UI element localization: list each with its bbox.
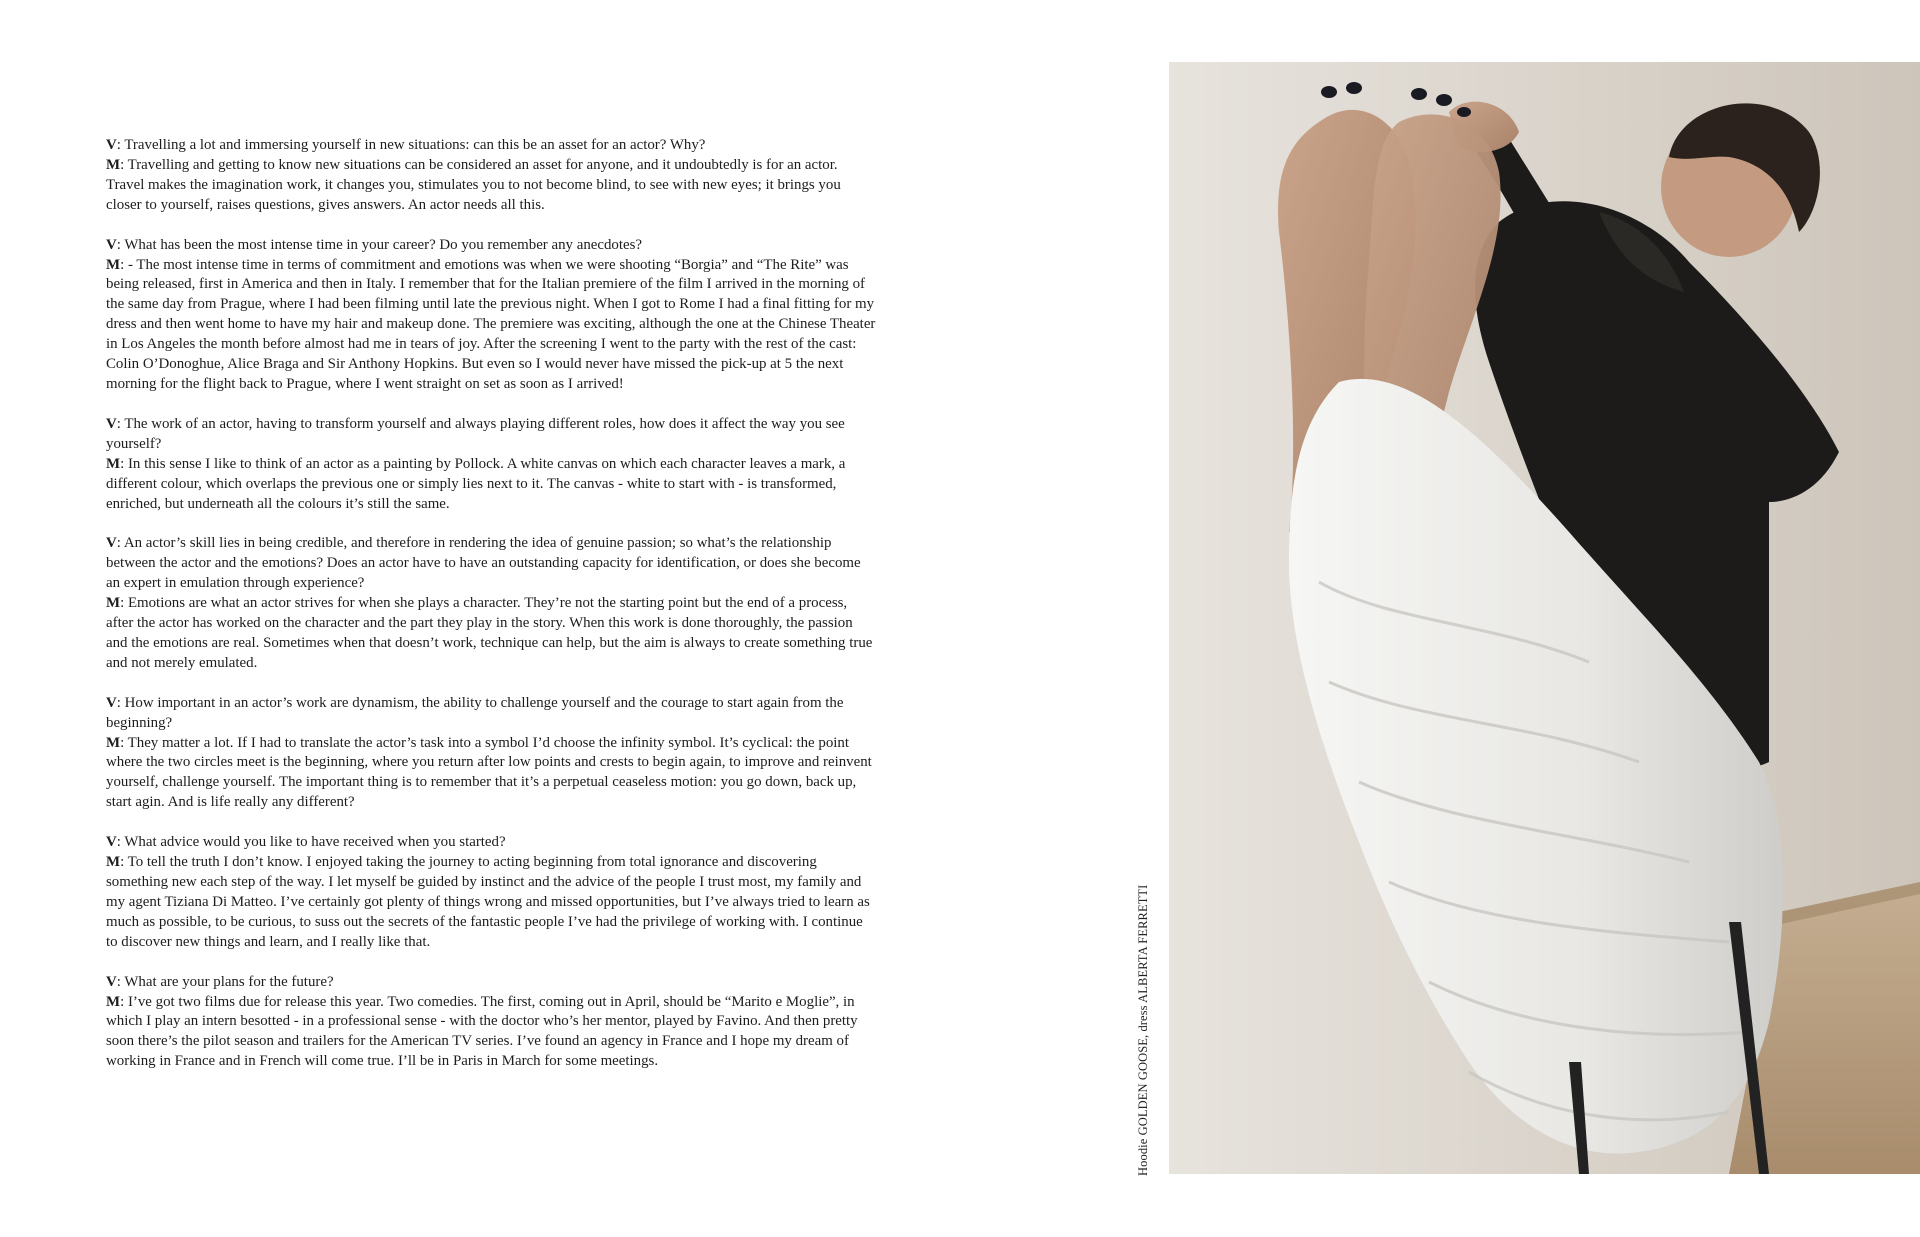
photo-illustration — [1169, 62, 1920, 1174]
interviewer-initial: V — [106, 137, 117, 153]
photo-credit-caption: Hoodie GOLDEN GOOSE, dress ALBERTA FERRETTI — [1136, 884, 1150, 1176]
interview-text-column — [106, 136, 876, 1092]
answer-text: I’ve got two films due for release this year. Two comedies. The first, coming out in April, should be “Marito e Moglie”, in which I play an intern besotted - in a professional sense - with the doctor who’s her mentor, played by Favino. And then pretty soon there’s the pilot season and trailers for the American TV series. I’ve found an agency in France and I hope my dream of working in France and in French will come true. I’ll be in Paris in March for some meetings. — [106, 993, 858, 1070]
interviewee-initial: M — [106, 455, 121, 472]
interviewee-initial: M — [106, 734, 121, 751]
qa-block — [106, 236, 876, 395]
question-text: The work of an actor, having to transform yourself and always playing different roles, how does it affect the way you see yourself? — [106, 415, 845, 452]
answer: M: Emotions are what an actor strives for when she plays a character. They’re not the starting point but the end of a process, after the actor has worked on the character and the part they play in the story. When this work is done thoroughly, the passion and the emotions are real. Sometimes when that doesn’t work, technique can help, but the aim is always to create something true and not merely emulated. — [106, 595, 873, 671]
qa-block — [106, 973, 876, 1073]
answer: M: In this sense I like to think of an actor as a painting by Pollock. A white canvas on which each character leaves a mark, a different colour, which overlaps the previous one or simply lies next to it. The canvas - white to start with - is transformed, enriched, but underneath all the colours it’s still the same. — [106, 455, 846, 512]
answer-text: To tell the truth I don’t know. I enjoyed taking the journey to acting beginning from total ignorance and discovering something new each step of the way. I let myself be guided by instinct and the advice of the people I trust most, my family and my agent Tiziana Di Matteo. I’ve certainly got plenty of things wrong and missed opportunities, but I’ve always tried to learn as much as possible, to be curious, to suss out the secrets of the fantastic people I’ve had the privilege of working with. I continue to discover new things and learn, and I really like that. — [106, 854, 870, 950]
interviewer-initial: V — [106, 415, 117, 432]
question-text: What advice would you like to have received when you started? — [124, 834, 506, 851]
answer-text: They matter a lot. If I had to translate the actor’s task into a symbol I’d choose the infinity symbol. It’s cyclical: the point where the two circles meet is the beginning, where you return after low points and crests to begin again, to improve and reinvent yourself, challenge yourself. The important thing is to remember that it’s a perpetual ceaseless motion: you go down, back up, start agin. And is life really any different? — [106, 734, 872, 811]
answer: M: Travelling and getting to know new situations can be considered an asset for anyone, and it undoubtedly is for an actor. Travel makes the imagination work, it changes you, stimulates you to not become blind, to see with new eyes; it brings you closer to yourself, raises questions, gives answers. An actor needs all this. — [106, 156, 841, 213]
interviewee-initial: M — [106, 854, 121, 871]
question-text: What are your plans for the future? — [124, 973, 334, 990]
question: V: The work of an actor, having to transform yourself and always playing different roles, how does it affect the way you see yourself? — [106, 415, 845, 452]
answer-text: In this sense I like to think of an actor as a painting by Pollock. A white canvas on which each character leaves a mark, a different colour, which overlaps the previous one or simply lies next to it. The canvas - white to start with - is transformed, enriched, but underneath all the colours it’s still the same. — [106, 455, 846, 512]
interviewee-initial: M — [106, 156, 121, 173]
interviewer-initial: V — [106, 694, 117, 711]
question-text: What has been the most intense time in your career? Do you remember any anecdotes? — [124, 236, 643, 253]
question-text: Travelling a lot and immersing yourself in new situations: can this be an asset for an actor? Why? — [124, 137, 706, 153]
qa-block — [106, 833, 876, 952]
answer: M: - The most intense time in terms of commitment and emotions was when we were shooting “Borgia” and “The Rite” was being released, first in America and then in Italy. I remember that for the Italian premiere of the film I arrived in the morning of the same day from Prague, where I had been filming until late the previous night. When I got to Rome I had a final fitting for my dress and then went home to have my hair and makeup done. The premiere was exciting, although the one at the Chinese Theater in Los Angeles the month before almost had me in tears of joy. After the screening I went to the party with the rest of the cast: Colin O’Donoghue, Alice Braga and Sir Anthony Hopkins. But even so I would never have missed the pick-up at 5 the next morning for the flight back to Prague, where I went straight on set as soon as I arrived! — [106, 256, 876, 392]
answer: M: They matter a lot. If I had to translate the actor’s task into a symbol I’d choose the infinity symbol. It’s cyclical: the point where the two circles meet is the beginning, where you return after low points and crests to begin again, to improve and reinvent yourself, challenge yourself. The important thing is to remember that it’s a perpetual ceaseless motion: you go down, back up, start agin. And is life really any different? — [106, 734, 872, 811]
interviewer-initial: V — [106, 535, 117, 552]
question: V: What has been the most intense time in your career? Do you remember any anecdotes? — [106, 236, 643, 253]
question: V: How important in an actor’s work are dynamism, the ability to challenge yourself and the courage to start again from the beginning? — [106, 694, 844, 731]
question: V: What advice would you like to have received when you started? — [106, 834, 506, 851]
answer-text: - The most intense time in terms of commitment and emotions was when we were shooting “Borgia” and “The Rite” was being released, first in America and then in Italy. I remember that for the Italian premiere of the film I arrived in the morning of the same day from Prague, where I had been filming until late the previous night. When I got to Rome I had a final fitting for my dress and then went home to have my hair and makeup done. The premiere was exciting, although the one at the Chinese Theater in Los Angeles the month before almost had me in tears of joy. After the screening I went to the party with the rest of the cast: Colin O’Donoghue, Alice Braga and Sir Anthony Hopkins. But even so I would never have missed the pick-up at 5 the next morning for the flight back to Prague, where I went straight on set as soon as I arrived! — [106, 256, 876, 392]
answer: M: To tell the truth I don’t know. I enjoyed taking the journey to acting beginning from total ignorance and discovering something new each step of the way. I let myself be guided by instinct and the advice of the people I trust most, my family and my agent Tiziana Di Matteo. I’ve certainly got plenty of things wrong and missed opportunities, but I’ve always tried to learn as much as possible, to be curious, to suss out the secrets of the fantastic people I’ve had the privilege of working with. I continue to discover new things and learn, and I really like that. — [106, 854, 870, 950]
interviewee-initial: M — [106, 256, 121, 273]
answer-text: Emotions are what an actor strives for when she plays a character. They’re not the starting point but the end of a process, after the actor has worked on the character and the part they play in the story. When this work is done thoroughly, the passion and the emotions are real. Sometimes when that doesn’t work, technique can help, but the aim is always to create something true and not merely emulated. — [106, 595, 873, 671]
qa-block — [106, 694, 876, 813]
qa-block — [106, 534, 876, 673]
question: V: An actor’s skill lies in being credible, and therefore in rendering the idea of genuine passion; so what’s the relationship between the actor and the emotions? Does an actor have to have an outstanding capacity for identification, or does she become an expert in emulation through experience? — [106, 535, 861, 592]
question: V: What are your plans for the future? — [106, 973, 334, 990]
qa-block — [106, 415, 876, 515]
qa-block — [106, 136, 876, 216]
interviewer-initial: V — [106, 973, 117, 990]
question-text: An actor’s skill lies in being credible, and therefore in rendering the idea of genuine passion; so what’s the relationship between the actor and the emotions? Does an actor have to have an outstanding capacity for identification, or does she become an expert in emulation through experience? — [106, 535, 861, 592]
question: V: Travelling a lot and immersing yourself in new situations: can this be an asset for an actor? Why? — [106, 137, 706, 153]
answer: M: I’ve got two films due for release this year. Two comedies. The first, coming out in April, should be “Marito e Moglie”, in which I play an intern besotted - in a professional sense - with the doctor who’s her mentor, played by Favino. And then pretty soon there’s the pilot season and trailers for the American TV series. I’ve found an agency in France and I hope my dream of working in France and in French will come true. I’ll be in Paris in March for some meetings. — [106, 993, 858, 1070]
answer-text: Travelling and getting to know new situations can be considered an asset for anyone, and it undoubtedly is for an actor. Travel makes the imagination work, it changes you, stimulates you to not become blind, to see with new eyes; it brings you closer to yourself, raises questions, gives answers. An actor needs all this. — [106, 156, 841, 213]
interviewer-initial: V — [106, 834, 117, 851]
editorial-photo — [1169, 62, 1920, 1174]
interviewee-initial: M — [106, 595, 121, 612]
interviewer-initial: V — [106, 236, 117, 253]
interviewee-initial: M — [106, 993, 121, 1010]
question-text: How important in an actor’s work are dynamism, the ability to challenge yourself and the courage to start again from the beginning? — [106, 694, 844, 731]
